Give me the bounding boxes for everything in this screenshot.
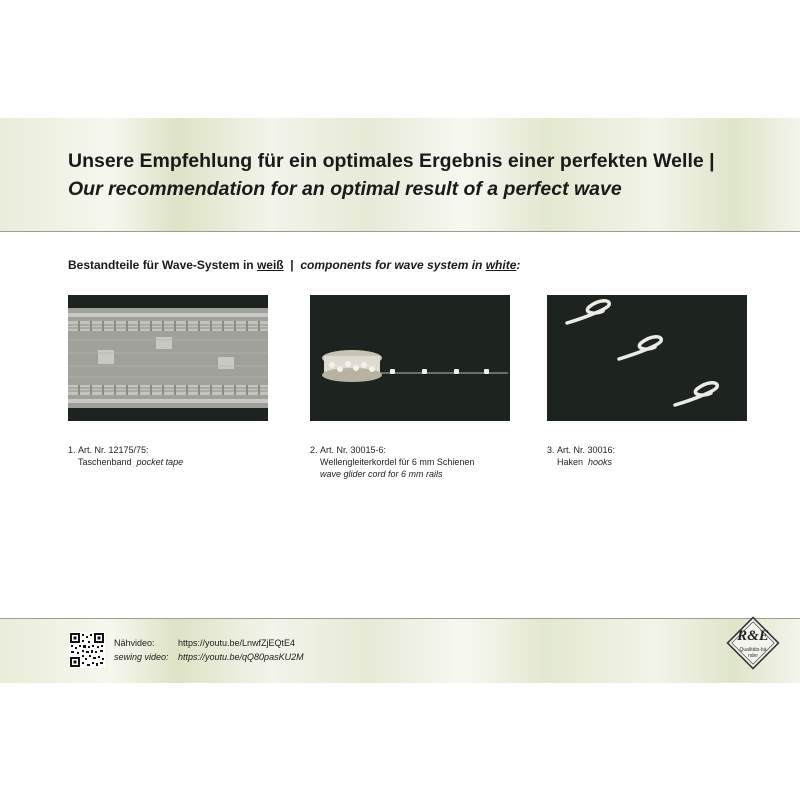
page-title-de: Unsere Empfehlung für ein optimales Ergebnis einer perfekten Welle | <box>68 150 715 172</box>
video-label-en: sewing video: <box>114 652 169 662</box>
item-name-de: Wellengleiterkordel für 6 mm Schienen <box>320 457 475 467</box>
item-article: Art. Nr. 30016: <box>557 445 616 455</box>
item-number: 1. <box>68 445 76 455</box>
item-name-en: pocket tape <box>136 457 184 467</box>
qr-code-icon[interactable] <box>69 632 105 668</box>
components-heading-colon: : <box>516 258 521 272</box>
item-caption-1 <box>68 444 183 468</box>
item-article: Art. Nr. 12175/75: <box>78 445 149 455</box>
item-number: 2. <box>310 445 318 455</box>
components-heading <box>68 258 520 272</box>
page-title-en: Our recommendation for an optimal result of a perfect wave <box>68 178 622 200</box>
components-color-en: white <box>485 258 517 272</box>
video-label-de: Nähvideo: <box>114 638 155 648</box>
logo-subtext: Qualitäts-bänder <box>739 647 767 659</box>
components-heading-de: Bestandteile für Wave-System in <box>68 258 257 272</box>
video-link-en[interactable]: https://youtu.be/qQ80pasKU2M <box>178 652 304 662</box>
item-caption-2 <box>310 444 474 480</box>
components-heading-en: components for wave system in <box>300 258 486 272</box>
item-name-de: Taschenband <box>78 457 132 467</box>
components-color-de: weiß <box>256 258 284 272</box>
header-banner <box>0 118 800 232</box>
footer-banner <box>0 618 800 683</box>
item-number: 3. <box>547 445 555 455</box>
hooks-photo <box>547 295 747 421</box>
item-article: Art. Nr. 30015-6: <box>320 445 387 455</box>
logo-text: R&E <box>737 628 769 644</box>
re-logo <box>724 614 782 672</box>
item-name-en: wave glider cord for 6 mm rails <box>320 469 443 479</box>
video-link-de[interactable]: https://youtu.be/LnwfZjEQtE4 <box>178 638 296 648</box>
item-caption-3 <box>547 444 615 468</box>
item-name-en: hooks <box>588 457 613 467</box>
item-name-de: Haken <box>557 457 584 467</box>
heading-separator: | <box>283 258 301 272</box>
glider-cord-photo <box>310 295 510 421</box>
pocket-tape-photo <box>68 295 268 421</box>
